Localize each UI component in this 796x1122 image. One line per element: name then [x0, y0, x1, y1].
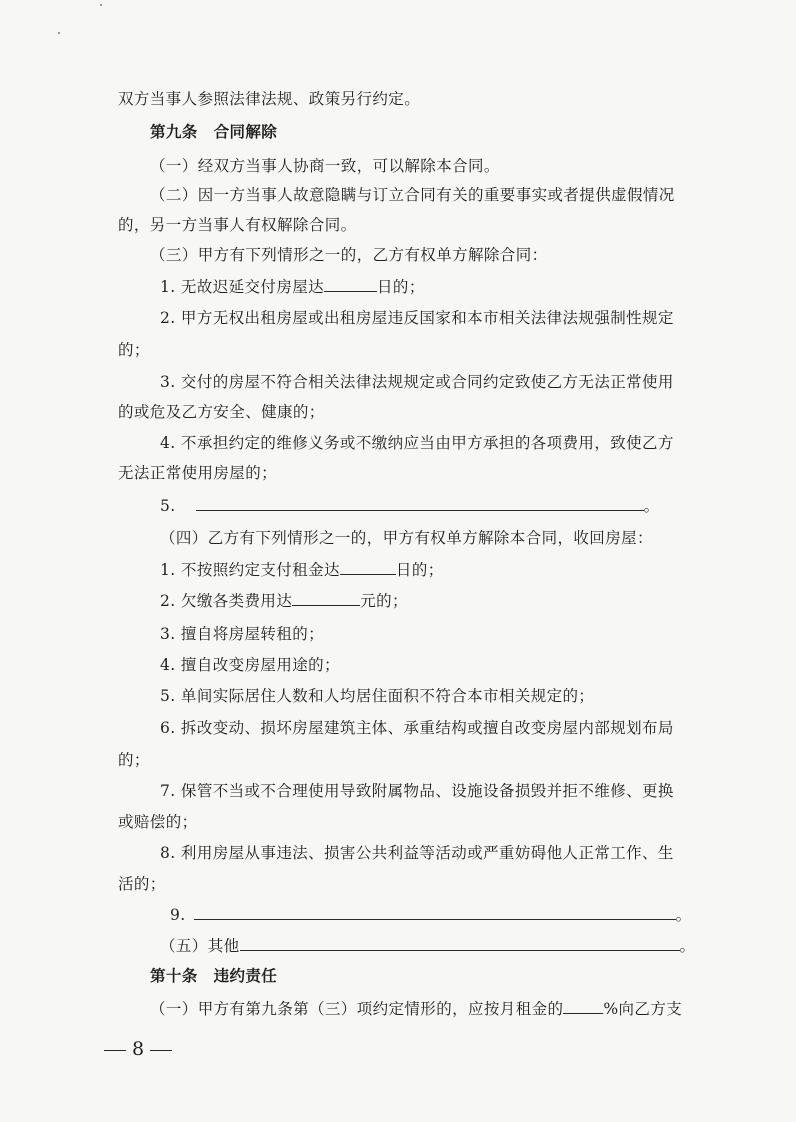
- item-4-7: 7. 保管不当或不合理使用导致附属物品、设施设备损毁并拒不维修、更换: [160, 782, 674, 800]
- item-text: 1. 无故迟延交付房屋达: [160, 278, 325, 296]
- clause-5: [160, 936, 695, 956]
- paragraph-line: 双方当事人参照法律法规、政策另行约定。: [118, 90, 421, 108]
- fill-blank-other[interactable]: [196, 496, 644, 511]
- clause-3: （三）甲方有下列情形之一的，乙方有权单方解除合同：: [150, 246, 548, 264]
- item-4-3: 3. 擅自将房屋转租的；: [160, 625, 325, 643]
- item-3-2: 2. 甲方无权出租房屋或出租房屋违反国家和本市相关法律法规强制性规定: [160, 309, 674, 327]
- item-3-1: [160, 277, 425, 297]
- item-text-suffix: 日的；: [377, 278, 425, 296]
- item-text-suffix: 元的；: [360, 592, 408, 610]
- item-4-1: [160, 560, 444, 580]
- item-text: 5.: [160, 497, 176, 515]
- page-number-value: 8: [132, 1038, 145, 1060]
- item-3-5: [160, 496, 660, 516]
- scan-speck: [100, 4, 102, 6]
- item-3-3: 3. 交付的房屋不符合相关法律法规规定或合同约定致使乙方无法正常使用: [160, 373, 674, 391]
- fill-blank-percent[interactable]: [563, 999, 603, 1014]
- item-4-8-continued: 活的；: [118, 875, 166, 893]
- item-text-suffix: 。: [679, 937, 696, 955]
- fill-blank-amount[interactable]: [292, 591, 360, 606]
- item-4-5: 5. 单间实际居住人数和人均居住面积不符合本市相关规定的；: [160, 687, 595, 705]
- clause-2-continued: 的，另一方当事人有权解除合同。: [118, 216, 357, 234]
- section-heading-9: 第九条 合同解除: [150, 122, 278, 141]
- fill-blank-days[interactable]: [340, 560, 396, 575]
- item-4-6: 6. 拆改变动、损坏房屋建筑主体、承重结构或擅自改变房屋内部规划布局: [160, 719, 674, 737]
- item-3-3-continued: 的或危及乙方安全、健康的；: [118, 403, 325, 421]
- item-text: （五）其他: [160, 937, 240, 955]
- item-4-9: [170, 905, 692, 925]
- clause-10-1: [150, 999, 682, 1019]
- page-number-dash: [150, 1050, 172, 1051]
- clause-2: （二）因一方当事人故意隐瞒与订立合同有关的重要事实或者提供虚假情况: [150, 186, 675, 204]
- section-heading-10: 第十条 违约责任: [150, 966, 278, 985]
- item-4-8: 8. 利用房屋从事违法、损害公共利益等活动或严重妨碍他人正常工作、生: [160, 844, 674, 862]
- clause-4: （四）乙方有下列情形之一的，甲方有权单方解除本合同，收回房屋：: [160, 529, 653, 547]
- item-text-suffix: %向乙方支: [603, 1000, 683, 1018]
- item-text-suffix: 。: [643, 497, 660, 515]
- clause-1: （一）经双方当事人协商一致，可以解除本合同。: [150, 157, 500, 175]
- item-text: 2. 欠缴各类费用达: [160, 592, 293, 610]
- item-3-2-continued: 的；: [118, 341, 150, 359]
- item-4-4: 4. 擅自改变房屋用途的；: [160, 656, 340, 674]
- page-number-dash: [104, 1050, 126, 1051]
- item-text: 1. 不按照约定支付租金达: [160, 561, 340, 579]
- fill-blank-days[interactable]: [324, 277, 377, 292]
- item-text-suffix: 。: [675, 906, 692, 924]
- item-4-7-continued: 或赔偿的；: [118, 813, 198, 831]
- scan-speck: [58, 32, 60, 34]
- item-4-6-continued: 的；: [118, 751, 150, 769]
- item-3-4: 4. 不承担约定的维修义务或不缴纳应当由甲方承担的各项费用，致使乙方: [160, 434, 674, 452]
- item-text: （一）甲方有第九条第（三）项约定情形的，应按月租金的: [150, 1000, 564, 1018]
- fill-blank-other[interactable]: [240, 936, 680, 951]
- page-number: [104, 1038, 172, 1060]
- item-text-suffix: 日的；: [395, 561, 444, 579]
- item-4-2: [160, 591, 408, 611]
- item-3-4-continued: 无法正常使用房屋的；: [118, 464, 278, 482]
- item-text: 9.: [170, 906, 186, 924]
- fill-blank-other[interactable]: [194, 905, 676, 920]
